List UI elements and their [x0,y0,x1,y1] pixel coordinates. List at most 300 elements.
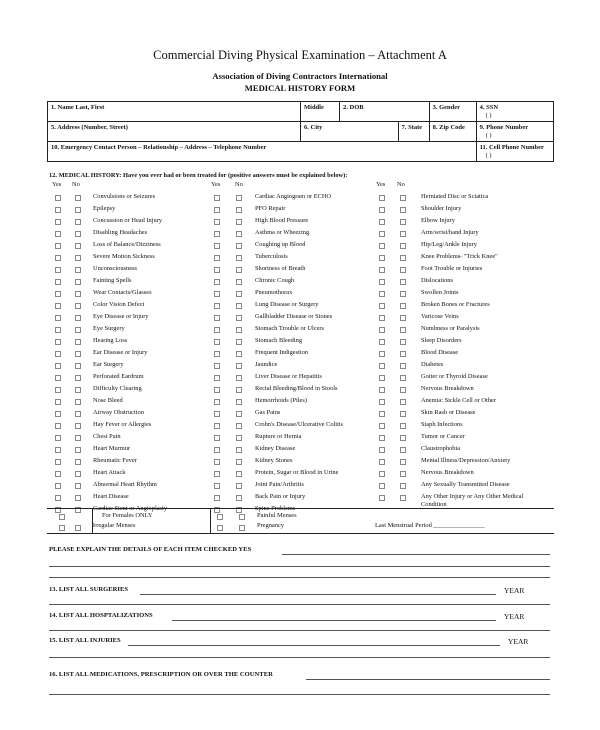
no-checkbox[interactable] [236,219,242,225]
condition-label: Liver Disease or Hepatitis [255,373,322,380]
yes-checkbox[interactable] [214,219,220,225]
ssn-format: ( ) [485,112,492,119]
condition-label: Crohn's Disease/Ulcerative Colitis [255,421,344,428]
no-checkbox[interactable] [400,351,406,357]
condition-label: High Blood Pressure [255,217,309,224]
condition-label: Nose Bleed [93,397,123,404]
history-row [214,443,374,455]
yes-checkbox[interactable] [55,447,61,453]
yes-checkbox[interactable] [55,399,61,405]
yes-checkbox[interactable] [214,435,220,441]
no-checkbox[interactable] [236,435,242,441]
condition-label: Unconsciousness [93,265,138,272]
no-checkbox[interactable] [75,315,81,321]
no-checkbox[interactable] [236,195,242,201]
no-checkbox[interactable] [75,387,81,393]
history-row [379,335,554,347]
no-checkbox[interactable] [236,207,242,213]
condition-label: Chronic Cough [255,277,295,284]
history-row [214,191,374,203]
yes-checkbox[interactable] [214,459,220,465]
history-row [214,371,374,383]
condition-label: Epilepsy [93,205,116,212]
history-row [379,371,554,383]
history-row [214,215,374,227]
no-checkbox[interactable] [400,243,406,249]
no-checkbox[interactable] [236,375,242,381]
no-checkbox[interactable] [75,255,81,261]
condition-label: Ear Surgery [93,361,124,368]
yes-checkbox[interactable] [214,363,220,369]
no-checkbox[interactable] [236,255,242,261]
history-row [214,287,374,299]
no-checkbox[interactable] [75,243,81,249]
no-checkbox[interactable] [400,435,406,441]
condition-label: Sleep Disorders [421,337,462,344]
document-title: Commercial Diving Physical Examination – Attachment A [153,48,447,62]
history-row [214,419,374,431]
condition-label: Wear Contacts/Glasses [93,289,152,296]
no-checkbox[interactable] [75,471,81,477]
history-row [214,455,374,467]
yes-checkbox[interactable] [55,327,61,333]
yes-checkbox[interactable] [55,231,61,237]
history-column-2 [214,191,374,515]
no-checkbox[interactable] [75,459,81,465]
yes-checkbox[interactable] [55,207,61,213]
yes-checkbox[interactable] [55,267,61,273]
yes-checkbox[interactable] [214,495,220,501]
no-checkbox[interactable] [400,255,406,261]
condition-label: Heart Disease [93,493,129,500]
condition-label: Gas Pains [255,409,281,416]
no-checkbox[interactable] [236,459,242,465]
yes-checkbox[interactable] [55,459,61,465]
history-row [379,227,554,239]
no-checkbox[interactable] [75,375,81,381]
yes-checkbox[interactable] [214,339,220,345]
history-row [214,347,374,359]
history-row [55,215,205,227]
no-checkbox[interactable] [236,303,242,309]
explain-line-1[interactable] [282,554,550,555]
females-only-label: For Females ONLY [102,512,153,519]
yes-checkbox[interactable] [55,363,61,369]
no-checkbox[interactable] [400,423,406,429]
no-checkbox[interactable] [400,303,406,309]
no-checkbox[interactable] [75,291,81,297]
yes-checkbox[interactable] [55,279,61,285]
checkbox[interactable] [75,525,81,531]
injuries-line-1[interactable] [128,645,500,646]
explain-line-2[interactable] [49,566,550,567]
yes-checkbox[interactable] [379,231,385,237]
yes-checkbox[interactable] [214,399,220,405]
no-checkbox[interactable] [236,291,242,297]
history-row [55,227,205,239]
emergency-contact-field[interactable]: 10. Emergency Contact Person – Relationship – Address – Telephone Number [48,142,477,162]
pregnancy-label: Pregnancy [257,522,284,529]
yes-checkbox[interactable] [55,243,61,249]
history-row [379,431,554,443]
no-checkbox[interactable] [75,363,81,369]
yes-checkbox[interactable] [379,363,385,369]
no-checkbox[interactable] [400,195,406,201]
yes-checkbox[interactable] [379,423,385,429]
dob-field[interactable]: 2. DOB [340,102,430,122]
females-only-section [47,508,554,534]
yes-checkbox[interactable] [379,195,385,201]
yes-checkbox[interactable] [379,255,385,261]
history-row [55,371,205,383]
no-checkbox[interactable] [400,267,406,273]
no-checkbox[interactable] [400,219,406,225]
no-checkbox[interactable] [75,351,81,357]
no-checkbox[interactable] [75,267,81,273]
no-checkbox[interactable] [400,375,406,381]
yes-checkbox[interactable] [55,387,61,393]
condition-label: Any Sexually Transmitted Disease [421,481,510,488]
history-row [379,263,554,275]
yes-checkbox[interactable] [55,435,61,441]
checkbox[interactable] [217,525,223,531]
yes-checkbox[interactable] [214,231,220,237]
no-checkbox[interactable] [236,267,242,273]
no-checkbox[interactable] [400,339,406,345]
history-row [214,299,374,311]
yes-checkbox[interactable] [55,339,61,345]
history-row [214,263,374,275]
yes-checkbox[interactable] [55,495,61,501]
yes-checkbox[interactable] [55,315,61,321]
history-row [379,311,554,323]
condition-label: Convulsions or Seizures [93,193,156,200]
yes-checkbox[interactable] [379,375,385,381]
yes-checkbox[interactable] [379,459,385,465]
injuries-year-label: YEAR [508,637,529,646]
history-row [55,299,205,311]
yes-header-2: Yes [211,181,221,188]
yes-checkbox[interactable] [55,195,61,201]
medical-history-heading: 12. MEDICAL HISTORY: Have you ever had or been treated for (positive answers must be explained below): [49,172,348,179]
history-row [214,275,374,287]
history-row [379,419,554,431]
history-row [379,203,554,215]
checkbox[interactable] [59,525,65,531]
no-checkbox[interactable] [75,195,81,201]
yes-checkbox[interactable] [214,315,220,321]
history-column-1 [55,191,205,515]
condition-label: Numbness or Paralysis [421,325,480,332]
city-field[interactable]: 6. City [301,122,399,142]
condition-label: Difficulty Clearing [93,385,142,392]
no-checkbox[interactable] [75,483,81,489]
condition-label: Frequent Indigestion [255,349,309,356]
history-row [214,239,374,251]
no-checkbox[interactable] [75,411,81,417]
yes-checkbox[interactable] [214,243,220,249]
no-checkbox[interactable] [236,495,242,501]
history-row [379,383,554,395]
no-checkbox[interactable] [236,387,242,393]
condition-label: Jaundice [255,361,278,368]
history-row [55,275,205,287]
yes-checkbox[interactable] [379,447,385,453]
gender-field[interactable]: 3. Gender [429,102,476,122]
yes-checkbox[interactable] [214,423,220,429]
surgeries-heading: 13. LIST ALL SURGERIES [49,586,129,593]
ssn-field[interactable]: 4. SSN ( ) [476,102,553,122]
history-row [379,359,554,371]
history-row [55,287,205,299]
yes-checkbox[interactable] [379,483,385,489]
history-row [55,479,205,491]
no-checkbox[interactable] [236,447,242,453]
no-checkbox[interactable] [400,363,406,369]
yes-checkbox[interactable] [379,435,385,441]
condition-label: Hip/Leg/Ankle Injury [421,241,477,248]
medications-line-2[interactable] [49,694,550,695]
no-checkbox[interactable] [75,447,81,453]
no-checkbox[interactable] [75,495,81,501]
history-column-3 [379,191,554,508]
history-row [379,275,554,287]
no-checkbox[interactable] [236,351,242,357]
painful-menses-label: Painful Menses [257,512,297,519]
condition-label: Rupture or Hernia [255,433,302,440]
history-row [214,467,374,479]
medications-line-1[interactable] [306,679,550,680]
no-checkbox[interactable] [75,327,81,333]
yes-checkbox[interactable] [379,327,385,333]
no-checkbox[interactable] [400,327,406,333]
yes-checkbox[interactable] [214,267,220,273]
no-checkbox[interactable] [75,339,81,345]
condition-label: Skin Rash or Disease [421,409,476,416]
no-checkbox[interactable] [400,315,406,321]
no-checkbox[interactable] [236,423,242,429]
yes-checkbox[interactable] [214,291,220,297]
explain-line-3[interactable] [49,577,550,578]
surgeries-line-2[interactable] [49,604,550,605]
yes-checkbox[interactable] [214,447,220,453]
yes-checkbox[interactable] [379,219,385,225]
condition-label: Loss of Balance/Dizziness [93,241,161,248]
yes-checkbox[interactable] [214,411,220,417]
history-row [379,215,554,227]
condition-label: Kidney Stones [255,457,293,464]
condition-label: Chest Pain [93,433,121,440]
no-checkbox[interactable] [236,279,242,285]
condition-label: Rheumatic Fever [93,457,137,464]
no-checkbox[interactable] [400,483,406,489]
yes-checkbox[interactable] [214,351,220,357]
history-row [214,359,374,371]
hospitalizations-line-2[interactable] [49,630,550,631]
no-header-3: No [397,181,405,188]
condition-label: Hay Fever or Allergies [93,421,152,428]
condition-label: Hemorrhoids (Piles) [255,397,308,404]
condition-label: Rectal Bleeding/Blood in Stools [255,385,338,392]
history-row [55,203,205,215]
yes-checkbox[interactable] [379,315,385,321]
yes-checkbox[interactable] [55,291,61,297]
yes-checkbox[interactable] [214,483,220,489]
yes-checkbox[interactable] [55,411,61,417]
condition-label: Concussion or Head Injury [93,217,163,224]
no-checkbox[interactable] [75,435,81,441]
no-checkbox[interactable] [400,399,406,405]
yes-checkbox[interactable] [379,399,385,405]
cell-phone-field[interactable]: 11. Cell Phone Number ( ) [476,142,553,162]
yes-checkbox[interactable] [55,351,61,357]
yes-checkbox[interactable] [55,471,61,477]
history-row [379,299,554,311]
yes-checkbox[interactable] [55,255,61,261]
condition-label: Eye Surgery [93,325,125,332]
yes-checkbox[interactable] [379,243,385,249]
history-row [379,239,554,251]
condition-label: Broken Bones or Fractures [421,301,490,308]
history-row [214,407,374,419]
yes-checkbox[interactable] [379,291,385,297]
condition-label: Coughing up Blood [255,241,306,248]
surgeries-line-1[interactable] [140,594,496,595]
yes-checkbox[interactable] [379,279,385,285]
no-checkbox[interactable] [236,471,242,477]
no-checkbox[interactable] [400,279,406,285]
condition-label: Foot Trouble or Injuries [421,265,483,272]
condition-label: Pneumothorax [255,289,293,296]
history-row [214,251,374,263]
yes-checkbox[interactable] [55,483,61,489]
no-checkbox[interactable] [236,327,242,333]
checkbox[interactable] [239,514,245,520]
yes-checkbox[interactable] [214,327,220,333]
history-row [214,479,374,491]
condition-label: Asthma or Wheezing [255,229,310,236]
history-row [214,203,374,215]
condition-label: Airway Obstruction [93,409,144,416]
zip-field[interactable]: 8. Zip Code [429,122,476,142]
checkbox[interactable] [239,525,245,531]
condition-label: Stomach Trouble or Ulcers [255,325,325,332]
history-row [379,191,554,203]
condition-label: Back Pain or Injury [255,493,306,500]
history-row [55,383,205,395]
condition-label: Kidney Disease [255,445,296,452]
yes-checkbox[interactable] [379,387,385,393]
condition-label: Arm/wrist/hand Injury [421,229,479,236]
no-checkbox[interactable] [75,231,81,237]
no-checkbox[interactable] [400,387,406,393]
no-checkbox[interactable] [400,495,406,501]
yes-checkbox[interactable] [214,195,220,201]
irregular-menses-label: Irregular Menses [92,522,136,529]
history-row [379,491,554,508]
yes-checkbox[interactable] [214,387,220,393]
identification-table [47,101,554,162]
yes-header-1: Yes [52,181,62,188]
name-field[interactable]: 1. Name Last, First [48,102,301,122]
no-checkbox[interactable] [75,399,81,405]
yes-checkbox[interactable] [379,303,385,309]
checkbox[interactable] [217,514,223,520]
no-checkbox[interactable] [236,231,242,237]
history-row [55,311,205,323]
condition-label: Spine Problems [255,505,296,512]
yes-checkbox[interactable] [214,471,220,477]
injuries-line-2[interactable] [49,657,550,658]
yes-checkbox[interactable] [379,207,385,213]
hospitalizations-year-label: YEAR [504,612,525,621]
no-checkbox[interactable] [400,207,406,213]
yes-checkbox[interactable] [379,471,385,477]
no-checkbox[interactable] [400,459,406,465]
no-checkbox[interactable] [236,339,242,345]
yes-checkbox[interactable] [214,279,220,285]
no-checkbox[interactable] [400,447,406,453]
yes-checkbox[interactable] [214,255,220,261]
condition-label: Tumor or Cancer [421,433,465,440]
yes-checkbox[interactable] [379,339,385,345]
yes-checkbox[interactable] [55,219,61,225]
phone-field[interactable]: 9. Phone Number ( ) [476,122,553,142]
yes-checkbox[interactable] [214,207,220,213]
condition-label: Elbow Injury [421,217,455,224]
address-field[interactable]: 5. Address (Number, Street) [48,122,301,142]
no-checkbox[interactable] [75,423,81,429]
organization-name: Association of Diving Contractors International [212,71,388,81]
no-checkbox[interactable] [236,363,242,369]
yes-checkbox[interactable] [379,351,385,357]
hospitalizations-line-1[interactable] [172,620,496,621]
middle-field[interactable]: Middle [301,102,340,122]
no-checkbox[interactable] [75,279,81,285]
no-checkbox[interactable] [236,411,242,417]
history-row [55,395,205,407]
yes-checkbox[interactable] [55,375,61,381]
no-checkbox[interactable] [400,411,406,417]
yes-checkbox[interactable] [379,411,385,417]
condition-label: Heart Attack [93,469,126,476]
condition-label: Mental Illness/Depression/Anxiety [421,457,511,464]
state-field[interactable]: 7. State [398,122,429,142]
history-row [214,383,374,395]
no-checkbox[interactable] [75,219,81,225]
no-checkbox[interactable] [75,303,81,309]
history-row [214,335,374,347]
no-checkbox[interactable] [400,231,406,237]
no-checkbox[interactable] [75,207,81,213]
yes-checkbox[interactable] [379,267,385,273]
no-checkbox[interactable] [400,471,406,477]
no-checkbox[interactable] [236,243,242,249]
checkbox[interactable] [59,514,65,520]
no-checkbox[interactable] [400,291,406,297]
yes-checkbox[interactable] [214,375,220,381]
no-checkbox[interactable] [236,399,242,405]
hospitalizations-heading: 14. LIST ALL HOSPTALIZATIONS [49,612,153,619]
history-row [55,455,205,467]
no-checkbox[interactable] [236,483,242,489]
yes-checkbox[interactable] [379,495,385,501]
yes-checkbox[interactable] [55,423,61,429]
yes-checkbox[interactable] [55,303,61,309]
yes-checkbox[interactable] [214,303,220,309]
condition-label: Anemia: Sickle Cell or Other [421,397,496,404]
no-checkbox[interactable] [236,315,242,321]
